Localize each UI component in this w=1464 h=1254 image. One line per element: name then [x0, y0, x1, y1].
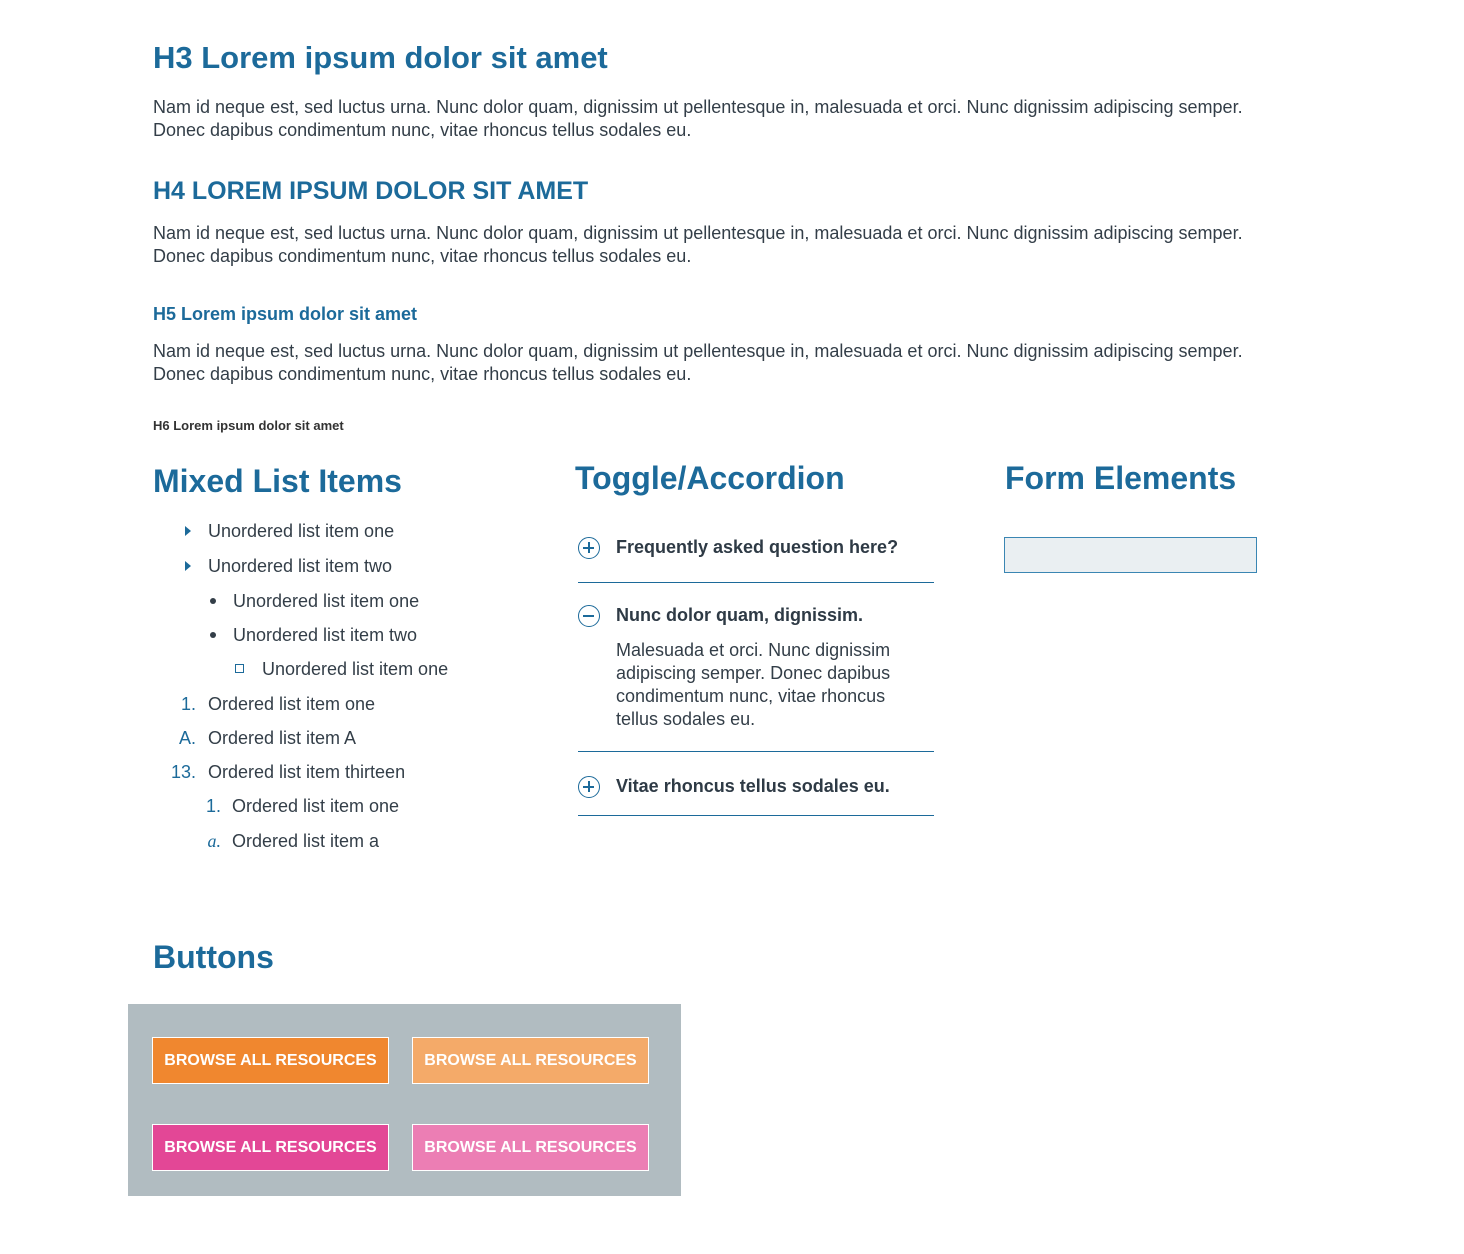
accordion-divider	[578, 815, 934, 816]
paragraph-2	[153, 222, 1313, 268]
h6-heading: H6 Lorem ipsum dolor sit amet	[153, 418, 344, 433]
mixed-list-title: Mixed List Items	[153, 463, 402, 499]
list-number: a.	[207, 831, 221, 851]
collapse-minus-icon[interactable]	[578, 605, 600, 627]
accordion-answer-2: Malesuada et orci. Nunc dignissim adipiscing semper. Donec dapibus condimentum nunc, vitae rhoncus tellus sodales eu.	[616, 640, 891, 729]
list-item-text: Ordered list item thirteen	[208, 762, 406, 782]
buttons-panel	[128, 1004, 681, 1196]
list-item-text: Ordered list item one	[232, 796, 400, 816]
disc-bullet-icon	[210, 598, 216, 604]
list-number: A.	[178, 728, 196, 748]
accordion-title: Toggle/Accordion	[575, 460, 845, 496]
list-item-text: Ordered list item a	[232, 831, 380, 851]
list-number: 1.	[180, 694, 196, 714]
triangle-bullet-icon	[185, 561, 191, 571]
paragraph-3-line-1: Nam id neque est, sed luctus urna. Nunc dolor quam, dignissim ut pellentesque in, malesuada et orci. Nunc dignissim adipiscing semper.	[153, 341, 1243, 361]
form-elements-title: Form Elements	[1005, 460, 1237, 496]
square-bullet-icon	[235, 664, 244, 673]
list-item-text: Unordered list item one	[208, 521, 395, 541]
accordion-question-1[interactable]: Frequently asked question here?	[616, 537, 899, 557]
list-item-text: Ordered list item one	[208, 694, 376, 714]
list-item-text: Unordered list item two	[208, 556, 393, 576]
list-item-text: Ordered list item A	[208, 728, 357, 748]
accordion-divider	[578, 751, 934, 752]
list-number: 13.	[170, 762, 196, 782]
accordion-question-2[interactable]: Nunc dolor quam, dignissim.	[616, 605, 864, 625]
list-item-text: Unordered list item one	[262, 659, 449, 679]
list-item-text: Unordered list item one	[233, 591, 420, 611]
buttons-title: Buttons	[153, 939, 274, 975]
expand-plus-icon[interactable]	[578, 776, 600, 798]
paragraph-1-line-2: Donec dapibus condimentum nunc, vitae rhoncus tellus sodales eu.	[153, 120, 692, 140]
paragraph-1-line-1: Nam id neque est, sed luctus urna. Nunc dolor quam, dignissim ut pellentesque in, malesuada et orci. Nunc dignissim adipiscing semper.	[153, 97, 1243, 117]
paragraph-1	[153, 96, 1313, 142]
paragraph-2-line-2: Donec dapibus condimentum nunc, vitae rhoncus tellus sodales eu.	[153, 246, 692, 266]
accordion-question-3[interactable]: Vitae rhoncus tellus sodales eu.	[616, 776, 890, 796]
text-input[interactable]	[1004, 537, 1257, 573]
paragraph-3	[153, 340, 1313, 386]
browse-resources-button-pink-light[interactable]: BROWSE ALL RESOURCES	[412, 1124, 649, 1171]
disc-bullet-icon	[210, 632, 216, 638]
browse-resources-button-orange-light[interactable]: BROWSE ALL RESOURCES	[412, 1037, 649, 1084]
list-number: 1.	[205, 796, 221, 816]
browse-resources-button-orange[interactable]: BROWSE ALL RESOURCES	[152, 1037, 389, 1084]
h3-heading: H3 Lorem ipsum dolor sit amet	[153, 40, 608, 75]
expand-plus-icon[interactable]	[578, 537, 600, 559]
list-item-text: Unordered list item two	[233, 625, 418, 645]
triangle-bullet-icon	[185, 526, 191, 536]
browse-resources-button-pink[interactable]: BROWSE ALL RESOURCES	[152, 1124, 389, 1171]
paragraph-2-line-1: Nam id neque est, sed luctus urna. Nunc dolor quam, dignissim ut pellentesque in, malesuada et orci. Nunc dignissim adipiscing semper.	[153, 223, 1243, 243]
paragraph-3-line-2: Donec dapibus condimentum nunc, vitae rhoncus tellus sodales eu.	[153, 364, 692, 384]
h5-heading: H5 Lorem ipsum dolor sit amet	[153, 304, 418, 324]
h4-heading: H4 LOREM IPSUM DOLOR SIT AMET	[153, 177, 589, 205]
accordion-divider	[578, 582, 934, 583]
